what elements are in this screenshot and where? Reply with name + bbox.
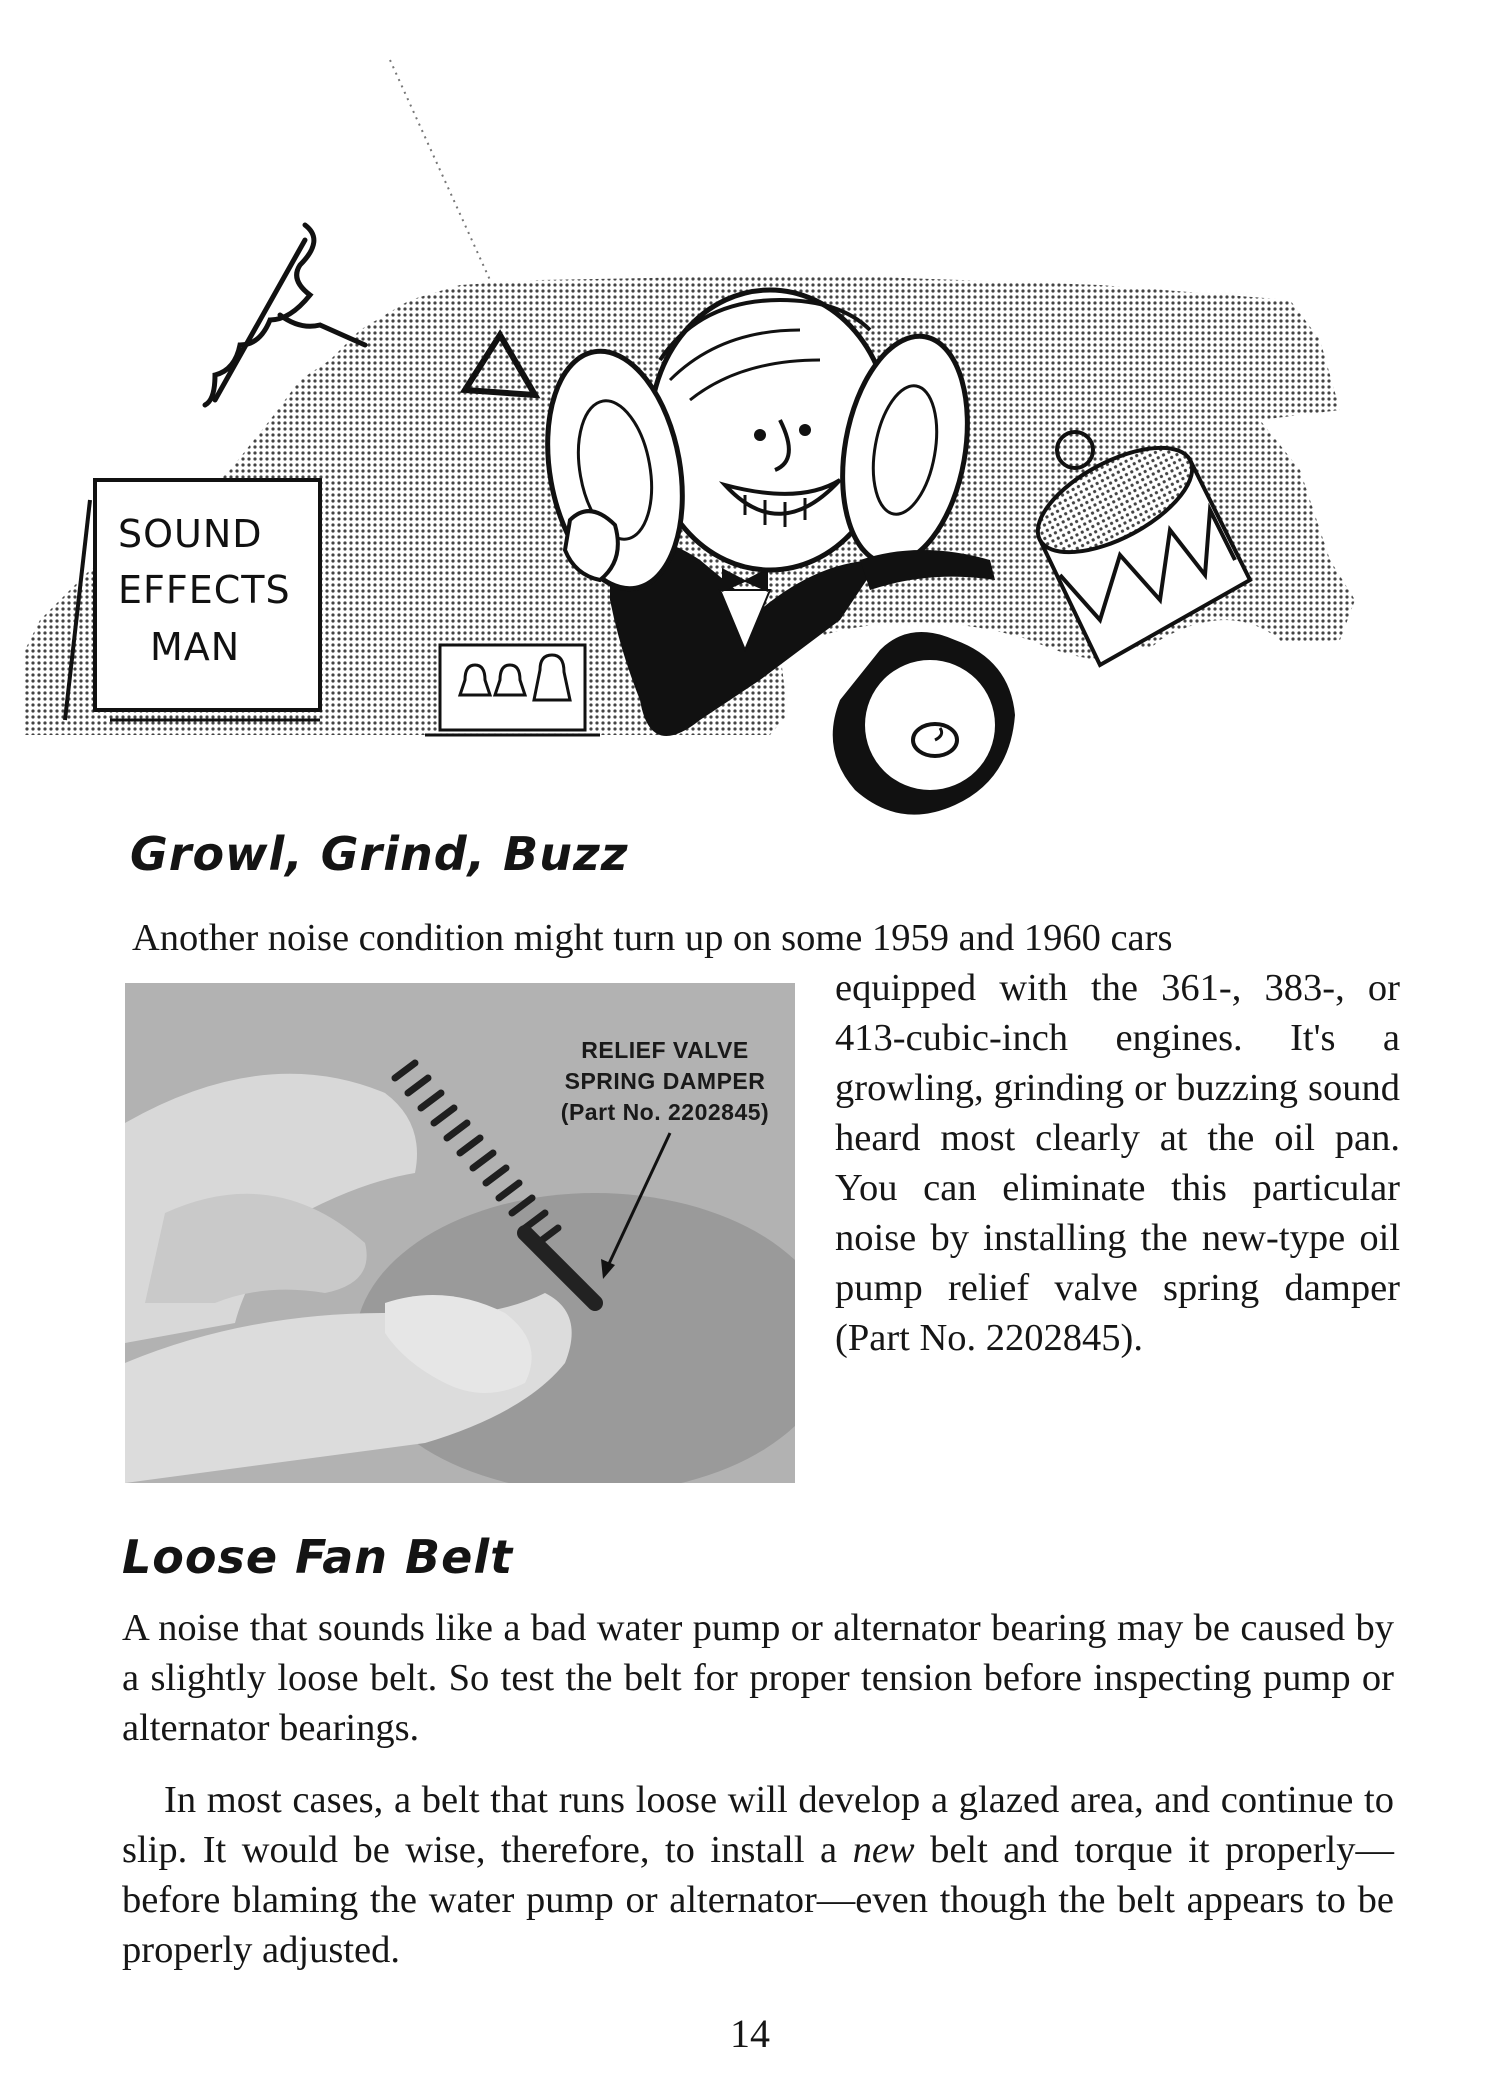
fan-belt-paragraph-1: A noise that sounds like a bad water pump or alternator bearing may be caused by a slightly loose belt. So test the belt for proper tension before inspecting pump or alternator bearings.: [122, 1607, 1394, 1749]
para2-emphasis: new: [852, 1829, 915, 1871]
callout-line-1: RELIEF VALVE: [581, 1037, 749, 1063]
growl-intro-line: Another noise condition might turn up on some 1959 and 1960 cars: [132, 917, 1173, 959]
section-heading-growl: Growl, Grind, Buzz: [130, 827, 629, 881]
sign-line-3: MAN: [150, 625, 241, 669]
sign-line-2: EFFECTS: [118, 568, 291, 612]
para2-after: belt and torque it properly—before blaming the water pump or alternator—even though the belt appears to be properly adjusted.: [122, 1829, 1394, 1971]
callout-line-2: SPRING DAMPER: [564, 1068, 766, 1094]
relief-valve-callout: [535, 1035, 795, 1128]
para2-before: In most cases, a belt that runs loose will develop a glazed area, and continue to slip. It would be wise, therefore, to install a: [122, 1779, 1394, 1871]
relief-valve-photo: [125, 983, 795, 1483]
bells-box: [425, 645, 600, 735]
callout-line-3: (Part No. 2202845): [560, 1099, 770, 1125]
sound-effects-man-illustration: [0, 0, 1500, 860]
section-heading-fan-belt: Loose Fan Belt: [122, 1530, 514, 1584]
growl-body-text: equipped with the 361-, 383-, or 413-cubic-inch engines. It's a growling, grinding or buzzing sound heard most clearly at the oil pan. You can eliminate this particular noise by installing the new-type oil pump relief valve spring damper (Part No. 2202845).: [835, 967, 1400, 1359]
sound-effects-sign: [65, 480, 320, 720]
page-number: 14: [730, 2011, 770, 2056]
sign-line-1: SOUND: [118, 512, 263, 556]
fan-belt-paragraph-2: [122, 1775, 1394, 1975]
